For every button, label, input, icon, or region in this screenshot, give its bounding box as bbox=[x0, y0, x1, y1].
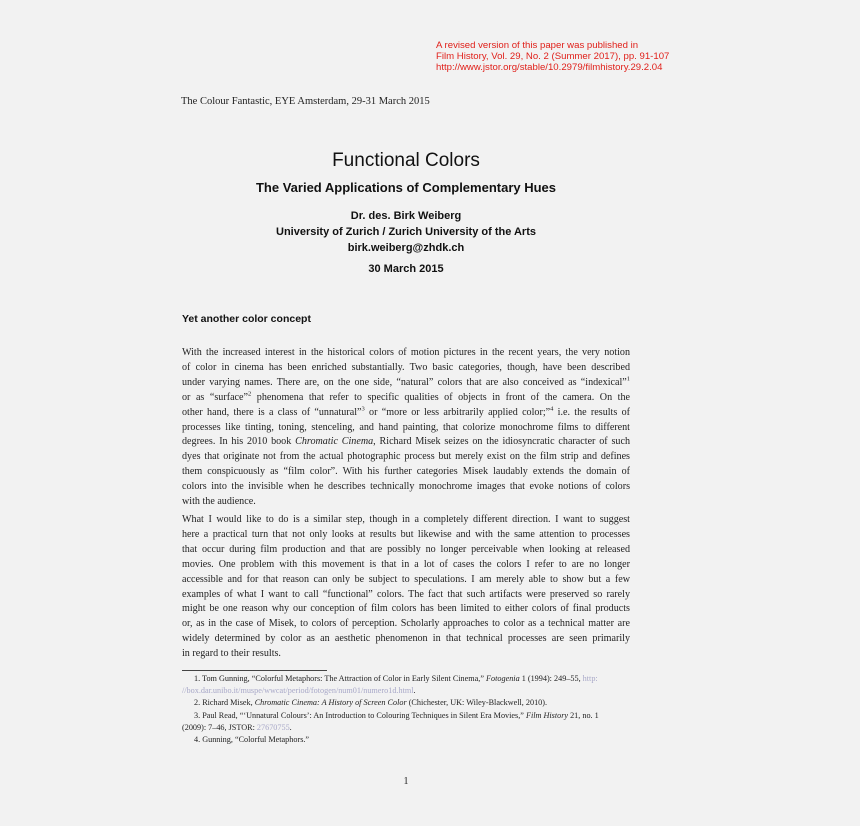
p2-line: What I would like to do is a similar step, though in a completely different direction. I want to suggest bbox=[182, 514, 630, 525]
footnote-1-cont: //box.dar.unibo.it/muspe/wwcat/period/fotogen/num01/numero1d.html. bbox=[182, 686, 416, 696]
footnote-ref-2[interactable]: 2 bbox=[248, 390, 252, 398]
notice-line-3[interactable]: http://www.jstor.org/stable/10.2979/filmhistory.29.2.04 bbox=[436, 62, 663, 73]
p2-line: accessible and for that reason can only be subject to speculations. I am merely able to show but a few bbox=[182, 573, 630, 585]
notice-line-2: Film History, Vol. 29, No. 2 (Summer 2017), pp. 91-107 bbox=[436, 51, 670, 62]
p1-line: dyes that originate not from the actual photographic process but merely exist on the film strip and defines bbox=[182, 451, 630, 463]
footnote-4: 4. Gunning, “Colorful Metaphors.” bbox=[194, 735, 310, 745]
p1-line: with the audience. bbox=[182, 496, 256, 508]
footnote-2: 2. Richard Misek, Chromatic Cinema: A History of Screen Color (Chichester, UK: Wiley-Blackwell, 2010). bbox=[194, 698, 548, 708]
p1-line: them conspicuously as “film color”. With his further categories Misek laudably extends the domain of bbox=[182, 466, 630, 478]
footnotes bbox=[182, 673, 630, 746]
paper-date: 30 March 2015 bbox=[368, 263, 444, 275]
p2-line: movies. One problem with this movement is that in a lot of cases the colors I refer to are no longer bbox=[182, 558, 630, 570]
paragraph-2 bbox=[182, 513, 630, 662]
publication-notice bbox=[436, 40, 696, 73]
section-heading: Yet another color concept bbox=[182, 313, 311, 325]
author-block bbox=[182, 208, 630, 256]
page-number: 1 bbox=[403, 776, 409, 787]
footnote-ref-1[interactable]: 1 bbox=[626, 375, 630, 383]
p2-line: widely determined by color as an aesthetic phenomenon in that technical processes are seen primarily bbox=[182, 633, 630, 645]
p1-line: degrees. In his 2010 book Chromatic Cinema, Richard Misek seizes on the idiosyncratic character of such bbox=[182, 436, 630, 448]
p1-line: or as “surface”$^2$ phenomena that refer to specific qualities of objects in front of the camera. On the bbox=[182, 390, 630, 403]
p1-line: With the increased interest in the historical colors of motion pictures in the recent years, the very notion bbox=[182, 347, 630, 358]
p2-line: in regard to their results. bbox=[182, 648, 281, 660]
paper-title: Functional Colors bbox=[332, 150, 480, 171]
p2-line: or, as in the case of Misek, to colors of perception. Scholarly approaches to color as a technical matter are bbox=[182, 618, 630, 630]
footnote-divider bbox=[182, 670, 327, 671]
paragraph-1 bbox=[182, 346, 630, 510]
p2-line: here a practical turn that not only looks at results but likewise and with the same attention to processes bbox=[182, 528, 630, 540]
p2-line: examples of what I want to call “functional” colors. The fact that such artifacts were preserved so rarely bbox=[182, 588, 630, 600]
p1-line: of color in cinema has been enriched substantially. Two basic categories, though, have been described bbox=[182, 361, 630, 373]
p2-line: that occur during film production and that are possibly no longer perceivable when looking at released bbox=[182, 543, 630, 555]
footnote-ref-4[interactable]: 4 bbox=[550, 405, 554, 413]
p1-line: under varying names. There are, on the one side, “natural” colors that are also conceived as “indexical”$^1$ bbox=[182, 375, 630, 388]
notice-line-1: A revised version of this paper was published in bbox=[436, 40, 639, 51]
p1-line: colors into the invisible when he describes technically monochrome images that evoke notions of colors bbox=[182, 481, 630, 493]
footnote-1-link[interactable]: //box.dar.unibo.it/muspe/wwcat/period/fotogen/num01/numero1d.html bbox=[182, 686, 414, 696]
footnote-3-cont: (2009): 7–46, JSTOR: 27670755. bbox=[182, 722, 292, 732]
running-head: The Colour Fantastic, EYE Amsterdam, 29-31 March 2015 bbox=[181, 96, 430, 107]
footnote-1-link[interactable]: http: bbox=[582, 674, 598, 683]
p2-line: might be one reason why our conception of film colors has been limited to either colors of final products bbox=[182, 603, 630, 615]
paper-subtitle: The Varied Applications of Complementary Hues bbox=[255, 180, 557, 195]
author-email[interactable]: birk.weiberg@zhdk.ch bbox=[347, 242, 465, 254]
footnote-1: 1. Tom Gunning, “Colorful Metaphors: The Attraction of Color in Early Silent Cinema,” Fotogenia 1 (1994): 249–55, http: bbox=[194, 674, 598, 683]
p1-line: other hand, there is a class of “unnatural”$^3$ or “more or less arbitrarily applied color;”$^4$ i.e. the results of bbox=[182, 405, 630, 418]
author-affiliation: University of Zurich / Zurich University of the Arts bbox=[276, 226, 536, 238]
footnote-ref-3[interactable]: 3 bbox=[361, 405, 365, 413]
p1-line: processes like tinting, toning, stenceling, and hand painting, that colorize monochrome films to different bbox=[182, 421, 630, 433]
author-name: Dr. des. Birk Weiberg bbox=[350, 210, 462, 222]
footnote-3: 3. Paul Read, “‘Unnatural Colours’: An Introduction to Colouring Techniques in Silent Era Movies,” Film History 21, no. 1 bbox=[194, 710, 599, 720]
jstor-link[interactable]: 27670755 bbox=[256, 722, 290, 732]
